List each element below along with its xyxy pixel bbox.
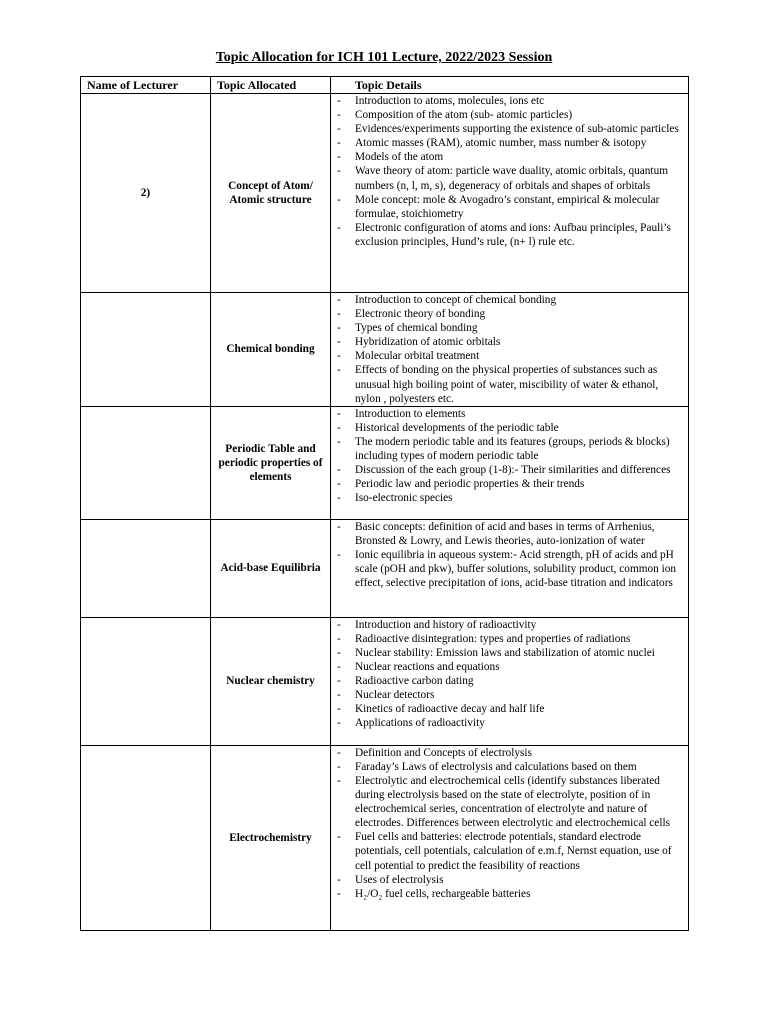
list-item: - Basic concepts: definition of acid and bases in terms of Arrhenius, Bronsted & Lowry, and Lewis theories, auto-ionization of water <box>337 520 684 548</box>
list-item: - Models of the atom <box>337 150 684 164</box>
list-item: - Fuel cells and batteries: electrode potentials, standard electrode potentials, cell potentials, calculation of e.m.f, Nernst equation, use of cell potential to predict the feasibility of reactions <box>337 830 684 872</box>
details-list <box>337 618 684 731</box>
list-item: - Iso-electronic species <box>337 491 684 505</box>
table-row <box>81 293 689 407</box>
details-cell <box>331 406 689 519</box>
list-item: - Periodic law and periodic properties & their trends <box>337 477 684 491</box>
topic-cell: Nuclear chemistry <box>211 617 331 745</box>
list-item: - Applications of radioactivity <box>337 716 684 730</box>
list-item: - Molecular orbital treatment <box>337 349 684 363</box>
list-item: - Hybridization of atomic orbitals <box>337 335 684 349</box>
topic-cell: Electrochemistry <box>211 745 331 930</box>
topic-cell: Chemical bonding <box>211 293 331 407</box>
header-details: Topic Details <box>331 77 689 94</box>
table-row <box>81 94 689 293</box>
details-list <box>337 407 684 506</box>
lecturer-cell: 2) <box>81 94 211 293</box>
details-cell <box>331 617 689 745</box>
page-title: Topic Allocation for ICH 101 Lecture, 2022/2023 Session <box>215 50 553 65</box>
list-item: - Historical developments of the periodic table <box>337 421 684 435</box>
details-cell <box>331 745 689 930</box>
list-item: - Discussion of the each group (1-8):- Their similarities and differences <box>337 463 684 477</box>
list-item: - Introduction to atoms, molecules, ions etc <box>337 94 684 108</box>
list-item: - Radioactive disintegration: types and properties of radiations <box>337 632 684 646</box>
lecturer-cell <box>81 406 211 519</box>
list-item: - Atomic masses (RAM), atomic number, mass number & isotopy <box>337 136 684 150</box>
details-list <box>337 94 684 249</box>
table-row <box>81 617 689 745</box>
table-row <box>81 745 689 930</box>
list-item: - Effects of bonding on the physical properties of substances such as unusual high boiling point of water, miscibility of water & ethanol, nylon , polyesters etc. <box>337 363 684 405</box>
lecturer-cell <box>81 519 211 617</box>
header-topic: Topic Allocated <box>211 77 331 94</box>
list-item: - Nuclear stability: Emission laws and stabilization of atomic nuclei <box>337 646 684 660</box>
header-lecturer: Name of Lecturer <box>81 77 211 94</box>
lecturer-cell <box>81 293 211 407</box>
list-item: - Ionic equilibria in aqueous system:- Acid strength, pH of acids and pH scale (pOH and pkw), buffer solutions, solubility product, common ion effect, selective precipitation of ions, acid-base titration and indicators <box>337 548 684 590</box>
table-row <box>81 406 689 519</box>
lecturer-cell <box>81 617 211 745</box>
list-item: - Radioactive carbon dating <box>337 674 684 688</box>
list-item: - Introduction to concept of chemical bonding <box>337 293 684 307</box>
table-header-row <box>81 77 689 94</box>
details-list <box>337 520 684 590</box>
topic-cell: Acid-base Equilibria <box>211 519 331 617</box>
topic-allocation-table <box>80 76 689 931</box>
list-item: - Evidences/experiments supporting the existence of sub-atomic particles <box>337 122 684 136</box>
list-item: - Uses of electrolysis <box>337 873 684 887</box>
details-cell <box>331 94 689 293</box>
table-row <box>81 519 689 617</box>
list-item: - Nuclear reactions and equations <box>337 660 684 674</box>
list-item: - Types of chemical bonding <box>337 321 684 335</box>
details-cell <box>331 519 689 617</box>
list-item: - H₂/O₂ fuel cells, rechargeable batteries <box>337 887 684 901</box>
list-item: - Kinetics of radioactive decay and half life <box>337 702 684 716</box>
list-item: - Electronic configuration of atoms and ions: Aufbau principles, Pauli’s exclusion principles, Hund’s rule, (n+ l) rule etc. <box>337 221 684 249</box>
list-item: - Electronic theory of bonding <box>337 307 684 321</box>
list-item: - Definition and Concepts of electrolysis <box>337 746 684 760</box>
list-item: - Faraday’s Laws of electrolysis and calculations based on them <box>337 760 684 774</box>
list-item: - Mole concept: mole & Avogadro’s constant, empirical & molecular formulae, stoichiometry <box>337 193 684 221</box>
details-list <box>337 293 684 406</box>
list-item: - Introduction to elements <box>337 407 684 421</box>
list-item: - Electrolytic and electrochemical cells (identify substances liberated during electrolysis based on the state of electrolyte, position of in electrochemical series, concentration of electrolyte and nature of electrodes. Differences between electrolytic and electrochemical cells <box>337 774 684 830</box>
details-cell <box>331 293 689 407</box>
list-item: - Composition of the atom (sub- atomic particles) <box>337 108 684 122</box>
details-list <box>337 746 684 901</box>
list-item: - Nuclear detectors <box>337 688 684 702</box>
list-item: - The modern periodic table and its features (groups, periods & blocks) including types of modern periodic table <box>337 435 684 463</box>
list-item: - Introduction and history of radioactivity <box>337 618 684 632</box>
topic-cell: Periodic Table and periodic properties of elements <box>211 406 331 519</box>
topic-cell: Concept of Atom/ Atomic structure <box>211 94 331 293</box>
lecturer-cell <box>81 745 211 930</box>
list-item: - Wave theory of atom: particle wave duality, atomic orbitals, quantum numbers (n, l, m, s), degeneracy of orbitals and shapes of orbitals <box>337 164 684 192</box>
